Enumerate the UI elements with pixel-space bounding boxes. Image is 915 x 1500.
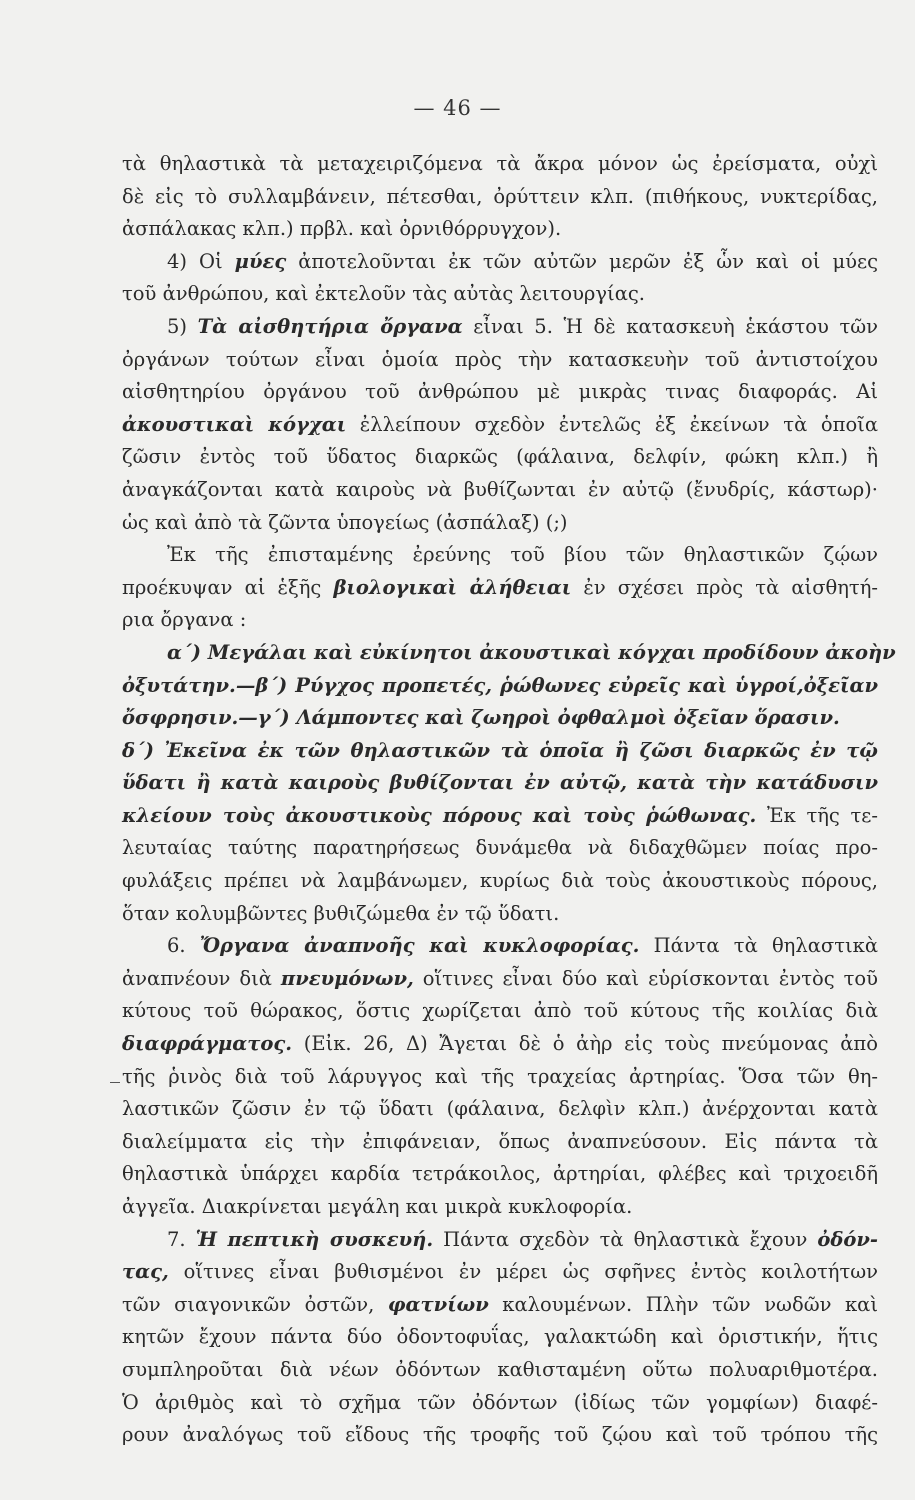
text-segment: 4) Οἱ: [167, 249, 235, 273]
text-segment: ἀγγεῖα. Διακρίνεται μεγάλη και μικρὰ κυκλοφορία.: [122, 1195, 633, 1218]
text-segment: Ὁ ἀριθμὸς καὶ τὸ σχῆμα τῶν ὀδόντων (ἰδίως τῶν γομφίων) διαφέ-: [122, 1390, 878, 1414]
text-line: [122, 474, 878, 507]
text-segment: φυλάξεις πρέπει νὰ λαμβάνωμεν, κυρίως διὰ τοὺς ἀκουστικοὺς πόρους,: [122, 869, 878, 893]
emphasis-text: κλείουν τοὺς ἀκουστικοὺς πόρους καὶ τοὺς ῥώθωνας.: [122, 803, 757, 827]
emphasis-text: ὄσφρησιν.—γ΄) Λάμποντες καὶ ζωηροὶ ὀφθαλμοὶ ὀξεῖαν ὅρασιν.: [122, 706, 840, 730]
text-line: [122, 539, 878, 572]
text-line: [122, 1387, 878, 1420]
text-line: [122, 670, 878, 703]
text-line: [122, 344, 878, 377]
text-segment: δὲ εἰς τὸ συλλαμβάνειν, πέτεσθαι, ὀρύττειν κλπ. (πιθήκους, νυκτερίδας,: [122, 184, 878, 208]
text-line: [122, 1028, 878, 1061]
text-line: [122, 1158, 878, 1191]
text-segment: ἀναγκάζονται κατὰ καιροὺς νὰ βυθίζωνται ἐν αὐτῷ (ἔνυδρίς, κάστωρ)·: [122, 477, 878, 501]
text-segment: 5): [167, 314, 198, 338]
emphasis-text: ὀδόν-: [817, 1227, 878, 1251]
emphasis-text: τας,: [122, 1260, 169, 1284]
text-segment: 6.: [167, 934, 200, 958]
text-segment: κύτους τοῦ θώρακος, ὅστις χωρίζεται ἀπὸ τοῦ κύτους τῆς κοιλίας διὰ: [122, 999, 878, 1023]
text-line: [122, 376, 878, 409]
page-number: — 46 —: [413, 96, 502, 120]
text-line: [122, 930, 878, 963]
text-segment: ἀναπνέουν διὰ: [122, 966, 281, 990]
text-line: [122, 1093, 878, 1126]
text-line: [122, 246, 878, 279]
text-line: [122, 604, 878, 637]
text-line: [122, 1256, 878, 1289]
text-line: [122, 1126, 878, 1159]
text-line: [122, 767, 878, 800]
emphasis-text: ὀξυτάτην.—β΄) Ρύγχος προπετές, ῥώθωνες εὐρεῖς καὶ ὑγροί,ὀξεῖαν: [122, 673, 878, 697]
text-segment: συμπληροῦται διὰ νέων ὀδόντων καθισταμένη οὕτω πολυαριθμοτέρα.: [122, 1357, 878, 1381]
text-line: [122, 181, 878, 214]
margin-mark: [110, 1082, 120, 1083]
text-segment: (Εἰκ. 26, Δ) Ἄγεται δὲ ὁ ἀὴρ εἰς τοὺς πνεύμονας ἀπὸ: [292, 1032, 878, 1056]
text-segment: Πάντα σχεδὸν τὰ θηλαστικὰ ἔχουν: [433, 1227, 818, 1251]
text-line: [122, 311, 878, 344]
text-segment: Ἐκ τῆς τε-: [756, 803, 878, 827]
text-line: [122, 800, 878, 833]
text-line: [122, 898, 878, 931]
text-line: [122, 441, 878, 474]
text-segment: τῆς ῥινὸς διὰ τοῦ λάρυγγος καὶ τῆς τραχείας ἀρτηρίας. Ὅσα τῶν θη-: [122, 1064, 878, 1088]
text-line: [122, 995, 878, 1028]
text-line: [122, 1061, 878, 1094]
text-line: [122, 572, 878, 605]
text-line: [122, 963, 878, 996]
emphasis-text: Τὰ αἰσθητήρια ὄργανα: [197, 314, 463, 338]
text-segment: Πάντα τὰ θηλαστικὰ: [639, 934, 878, 958]
text-segment: κητῶν ἔχουν πάντα δύο ὀδοντοφυΐας, γαλακτώδη καὶ ὁριστικήν, ἥτις: [122, 1325, 878, 1349]
text-segment: διαλείμματα εἰς τὴν ἐπιφάνειαν, ὅπως ἀναπνεύσουν. Εἰς πάντα τὰ: [122, 1129, 878, 1153]
emphasis-text: ἀκουστικαὶ κόγχαι: [122, 412, 347, 436]
text-line: [122, 735, 878, 768]
text-line: [122, 148, 878, 181]
text-segment: Ἐκ τῆς ἐπισταμένης ἐρεύνης τοῦ βίου τῶν θηλαστικῶν ζῴων: [167, 543, 878, 567]
text-segment: οἵτινες εἶναι δύο καὶ εὑρίσκονται ἐντὸς τοῦ: [413, 966, 878, 990]
text-line: [122, 1321, 878, 1354]
text-segment: ἀσπάλακας κλπ.) πρβλ. καὶ ὀρνιθόρρυγχον).: [122, 217, 562, 241]
text-line: [122, 1354, 878, 1387]
text-line: [122, 1289, 878, 1322]
text-segment: ἐν σχέσει πρὸς τὰ αἰσθητή-: [571, 575, 878, 599]
text-line: [122, 637, 896, 670]
text-segment: ἀποτελοῦνται ἐκ τῶν αὐτῶν μερῶν ἐξ ὧν καὶ οἱ μύες: [286, 249, 878, 273]
emphasis-text: ὕδατι ἢ κατὰ καιροὺς βυθίζονται ἐν αὐτῷ, κατὰ τὴν κατάδυσιν: [122, 771, 878, 795]
text-segment: θηλαστικὰ ὑπάρχει καρδία τετράκοιλος, ἀρτηρίαι, φλέβες καὶ τριχοειδῆ: [122, 1162, 878, 1186]
emphasis-text: δ΄) Ἐκεῖνα ἐκ τῶν θηλαστικῶν τὰ ὁποῖα ἢ ζῶσι διαρκῶς ἐν τῷ: [122, 738, 878, 762]
text-segment: λευταίας ταύτης παρατηρήσεως δυνάμεθα νὰ διδαχθῶμεν ποίας προ-: [122, 836, 878, 860]
text-line: [122, 409, 878, 442]
text-segment: ρουν ἀναλόγως τοῦ εἴδους τῆς τροφῆς τοῦ ζῴου καὶ τοῦ τρόπου τῆς: [122, 1423, 878, 1447]
emphasis-text: διαφράγματος.: [122, 1032, 293, 1056]
text-segment: ρια ὄργανα :: [122, 608, 247, 632]
emphasis-text: α΄) Μεγάλαι καὶ εὐκίνητοι ἀκουστικαὶ κόγχαι προδίδουν ἀκοὴν: [167, 640, 896, 664]
text-segment: ὡς καὶ ἀπὸ τὰ ζῶντα ὑπογείως (ἀσπάλαξ) (;): [122, 510, 568, 534]
text-segment: τῶν σιαγονικῶν ὀστῶν,: [122, 1292, 388, 1316]
text-segment: εἶναι 5. Ἡ δὲ κατασκευὴ ἑκάστου τῶν: [462, 314, 879, 338]
text-line: [122, 832, 878, 865]
text-line: [122, 865, 878, 898]
text-line: [122, 1224, 878, 1257]
text-line: [122, 278, 878, 311]
emphasis-text: μύες: [234, 249, 287, 273]
text-segment: τοῦ ἀνθρώπου, καὶ ἐκτελοῦν τὰς αὐτὰς λειτουργίας.: [122, 282, 645, 306]
emphasis-text: φατνίων: [387, 1292, 489, 1316]
text-segment: προέκυψαν αἱ ἑξῆς: [122, 575, 334, 599]
text-segment: ὀργάνων τούτων εἶναι ὁμοία πρὸς τὴν κατασκευὴν τοῦ ἀντιστοίχου: [122, 347, 878, 371]
emphasis-text: βιολογικαὶ ἀλήθειαι: [333, 575, 572, 599]
text-segment: καλουμένων. Πλὴν τῶν νωδῶν καὶ: [488, 1292, 878, 1316]
text-line: [122, 507, 878, 540]
text-segment: αἰσθητηρίου ὀργάνου τοῦ ἀνθρώπου μὲ μικρὰς τινας διαφοράς. Αἱ: [122, 380, 878, 404]
text-segment: οἵτινες εἶναι βυθισμένοι ἐν μέρει ὡς σφῆνες ἐντὸς κοιλοτήτων: [168, 1260, 878, 1284]
text-segment: ὅταν κολυμβῶντες βυθιζώμεθα ἐν τῷ ὕδατι.: [122, 901, 560, 925]
emphasis-text: Ἡ πεπτικὴ συσκευή.: [195, 1227, 434, 1251]
text-segment: ἐλλείπουν σχεδὸν ἐντελῶς ἐξ ἐκείνων τὰ ὁποῖα: [346, 412, 878, 436]
text-line: [122, 1419, 878, 1452]
body-text: [122, 148, 896, 1452]
text-line: [122, 702, 878, 735]
text-segment: λαστικῶν ζῶσιν ἐν τῷ ὕδατι (φάλαινα, δελφὶν κλπ.) ἀνέρχονται κατὰ: [122, 1097, 878, 1121]
emphasis-text: πνευμόνων,: [280, 966, 414, 990]
text-segment: ζῶσιν ἐντὸς τοῦ ὕδατος διαρκῶς (φάλαινα, δελφίν, φώκη κλπ.) ἢ: [122, 445, 878, 469]
emphasis-text: Ὄργανα ἀναπνοῆς καὶ κυκλοφορίας.: [199, 934, 640, 958]
text-segment: τὰ θηλαστικὰ τὰ μεταχειριζόμενα τὰ ἄκρα μόνον ὡς ἐρείσματα, οὐχὶ: [122, 152, 878, 175]
text-segment: 7.: [167, 1227, 196, 1251]
text-line: [122, 213, 878, 246]
text-line: [122, 1191, 878, 1224]
